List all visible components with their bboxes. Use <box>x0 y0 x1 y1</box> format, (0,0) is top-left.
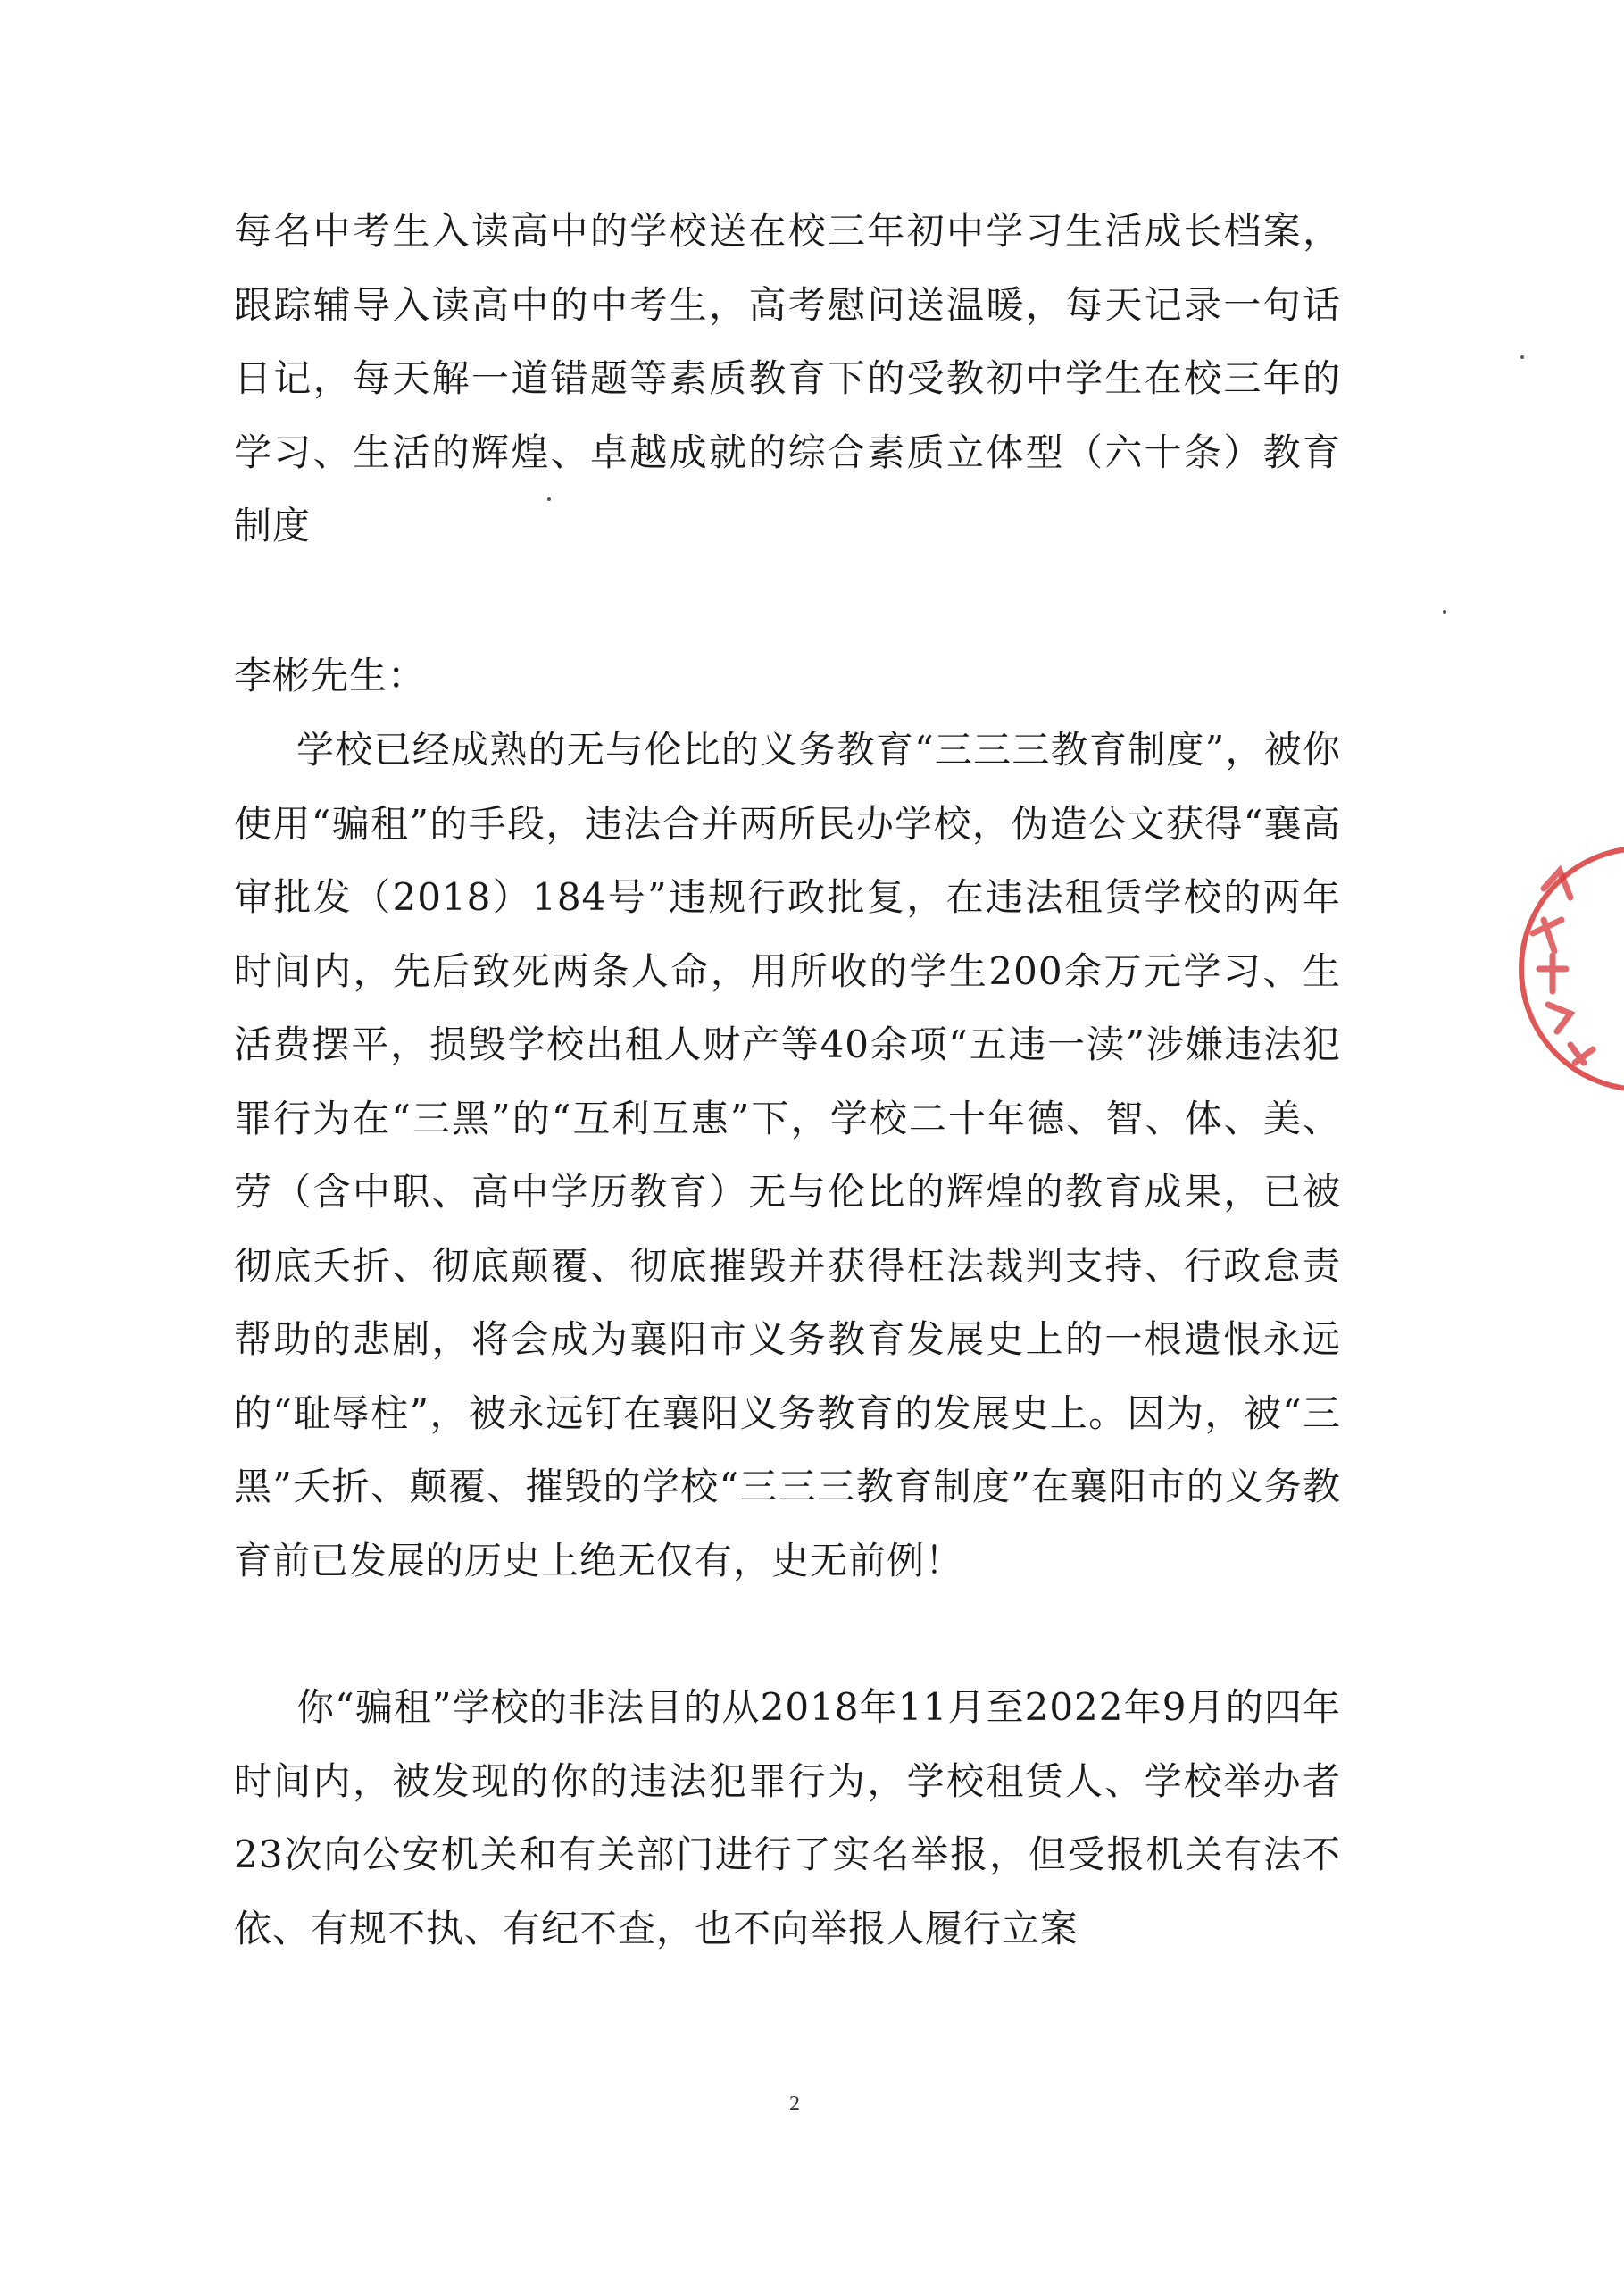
scan-speck <box>1443 610 1446 614</box>
salutation: 李彬先生： <box>234 654 427 697</box>
body-paragraph-1: 学校已经成熟的无与伦比的义务教育“三三三教育制度”，被你使用“骗租”的手段，违法合并两所民办学校，伪造公文获得“襄高审批发（2018）184号”违规行政批复，在违法租赁学校的两年时间内，先后致死两条人命，用所收的学生200余万元学习、生活费摆平，损毁学校出租人财产等40余项“五违一渎”涉嫌违法犯罪行为在“三黑”的“互利互惠”下，学校二十年德、智、体、美、劳（含中职、高中学历教育）无与伦比的辉煌的教育成果，已被彻底夭折、彻底颠覆、彻底摧毁并获得枉法裁判支持、行政怠责帮助的悲剧，将会成为襄阳市义务教育发展史上的一根遗恨永远的“耻辱柱”，被永远钉在襄阳义务教育的发展史上。因为，被“三黑”夭折、颠覆、摧毁的学校“三三三教育制度”在襄阳市的义务教育前已发展的历史上绝无仅有，史无前例！ <box>234 728 1341 1582</box>
page-number: 2 <box>789 2092 800 2116</box>
scan-speck <box>1520 355 1524 359</box>
document-heading: 每名中考生入读高中的学校送在校三年初中学习生活成长档案，跟踪辅导入读高中的中考生，高考慰问送温暖，每天记录一句话日记，每天解一道错题等素质教育下的受教初中学生在校三年的学习、生活的辉煌、卓越成就的综合素质立体型（六十条）教育制度 <box>234 209 1341 547</box>
seal-stamp-icon <box>1508 835 1624 1103</box>
scan-speck <box>547 497 551 501</box>
body-paragraph-2: 你“骗租”学校的非法目的从2018年11月至2022年9月的四年时间内，被发现的你的违法犯罪行为，学校租赁人、学校举办者23次向公安机关和有关部门进行了实名举报，但受报机关有法不依、有规不执、有纪不查，也不向举报人履行立案 <box>234 1685 1341 1950</box>
